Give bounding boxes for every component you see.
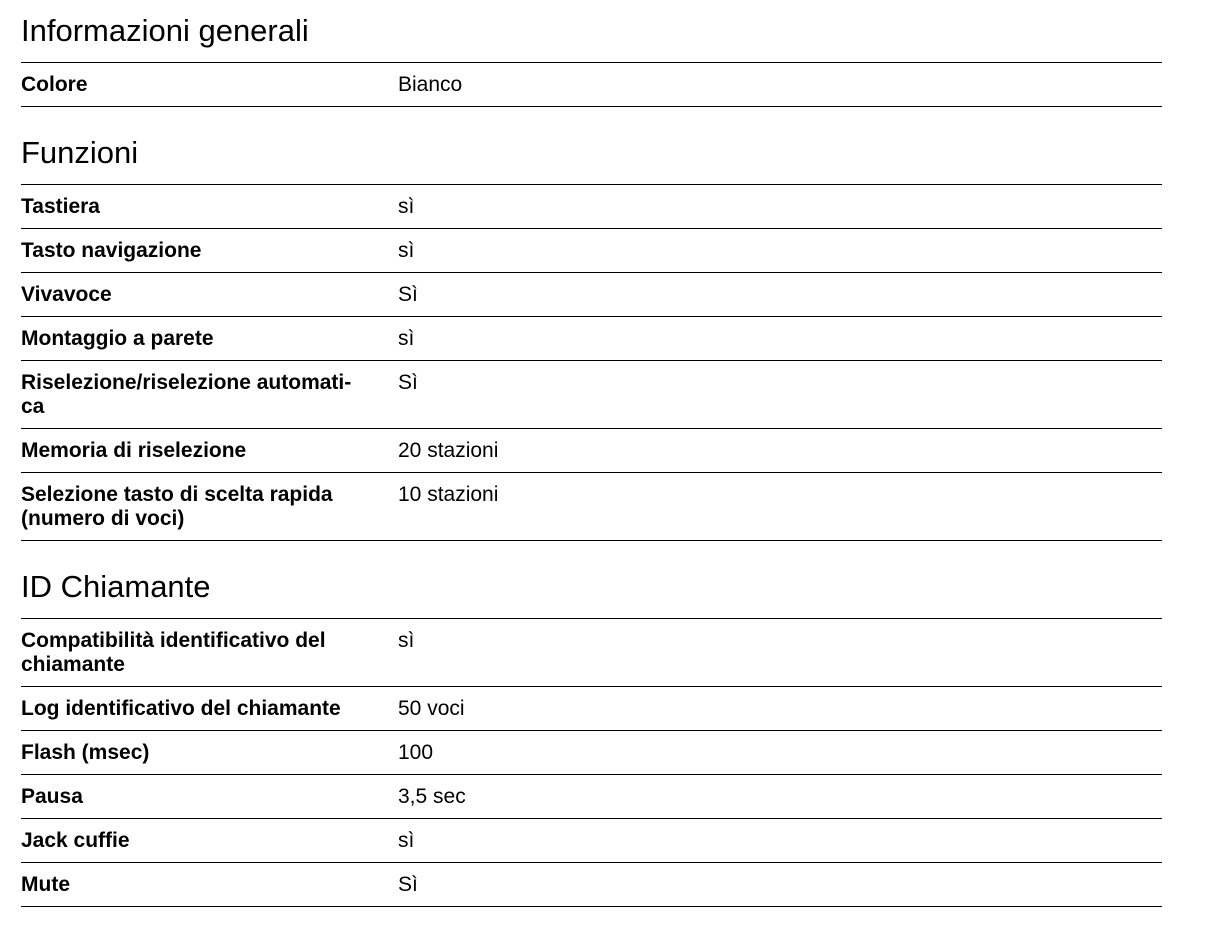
spec-row-log-id	[21, 687, 1162, 731]
spec-label: Selezione tasto di scelta rapida (numero di voci)	[21, 483, 333, 530]
spec-row-flash	[21, 731, 1162, 775]
spec-value: 50 voci	[398, 697, 465, 720]
spec-label: Flash (msec)	[21, 741, 150, 764]
spec-value: sì	[398, 195, 415, 218]
spec-row-riselezione	[21, 361, 1162, 429]
spec-value: 3,5 sec	[398, 785, 466, 808]
spec-table	[21, 184, 1162, 541]
spec-row-compatibilita-id	[21, 619, 1162, 687]
spec-label: Vivavoce	[21, 283, 112, 306]
spec-value: sì	[398, 629, 415, 652]
spec-value: sì	[398, 239, 415, 262]
section-title: Funzioni	[21, 135, 139, 170]
section-title: Informazioni generali	[21, 13, 309, 48]
spec-row-memoria-riselezione	[21, 429, 1162, 473]
spec-value: 100	[398, 741, 434, 764]
spec-label: Mute	[21, 873, 70, 896]
section-general-info	[21, 12, 1162, 107]
spec-row-montaggio-parete	[21, 317, 1162, 361]
spec-value: Sì	[398, 371, 418, 394]
spec-label: Jack cuffie	[21, 829, 130, 852]
spec-value: Sì	[398, 873, 418, 896]
spec-label: Memoria di riselezione	[21, 439, 247, 462]
section-functions	[21, 134, 1162, 541]
spec-row-pausa	[21, 775, 1162, 819]
spec-value: Sì	[398, 283, 418, 306]
spec-value: 10 stazioni	[398, 483, 499, 506]
spec-label: Colore	[21, 73, 88, 96]
spec-row-tastiera	[21, 185, 1162, 229]
section-caller-id	[21, 568, 1162, 907]
spec-label: Compatibilità identificativo del chiamante	[21, 629, 326, 676]
spec-label: Pausa	[21, 785, 83, 808]
spec-table	[21, 62, 1162, 107]
spec-row-colore	[21, 63, 1162, 107]
spec-label: Tasto navigazione	[21, 239, 202, 262]
spec-value: Bianco	[398, 73, 463, 96]
spec-row-jack-cuffie	[21, 819, 1162, 863]
spec-row-mute	[21, 863, 1162, 907]
spec-label: Tastiera	[21, 195, 100, 218]
spec-row-vivavoce	[21, 273, 1162, 317]
spec-label: Montaggio a parete	[21, 327, 214, 350]
section-title: ID Chiamante	[21, 569, 211, 604]
spec-row-selezione-rapida	[21, 473, 1162, 541]
spec-value: sì	[398, 829, 415, 852]
spec-table	[21, 618, 1162, 907]
spec-label: Log identificativo del chiamante	[21, 697, 341, 720]
spec-label: Riselezione/riselezione automati- ca	[21, 371, 352, 418]
spec-value: sì	[398, 327, 415, 350]
spec-value: 20 stazioni	[398, 439, 499, 462]
spec-row-tasto-navigazione	[21, 229, 1162, 273]
